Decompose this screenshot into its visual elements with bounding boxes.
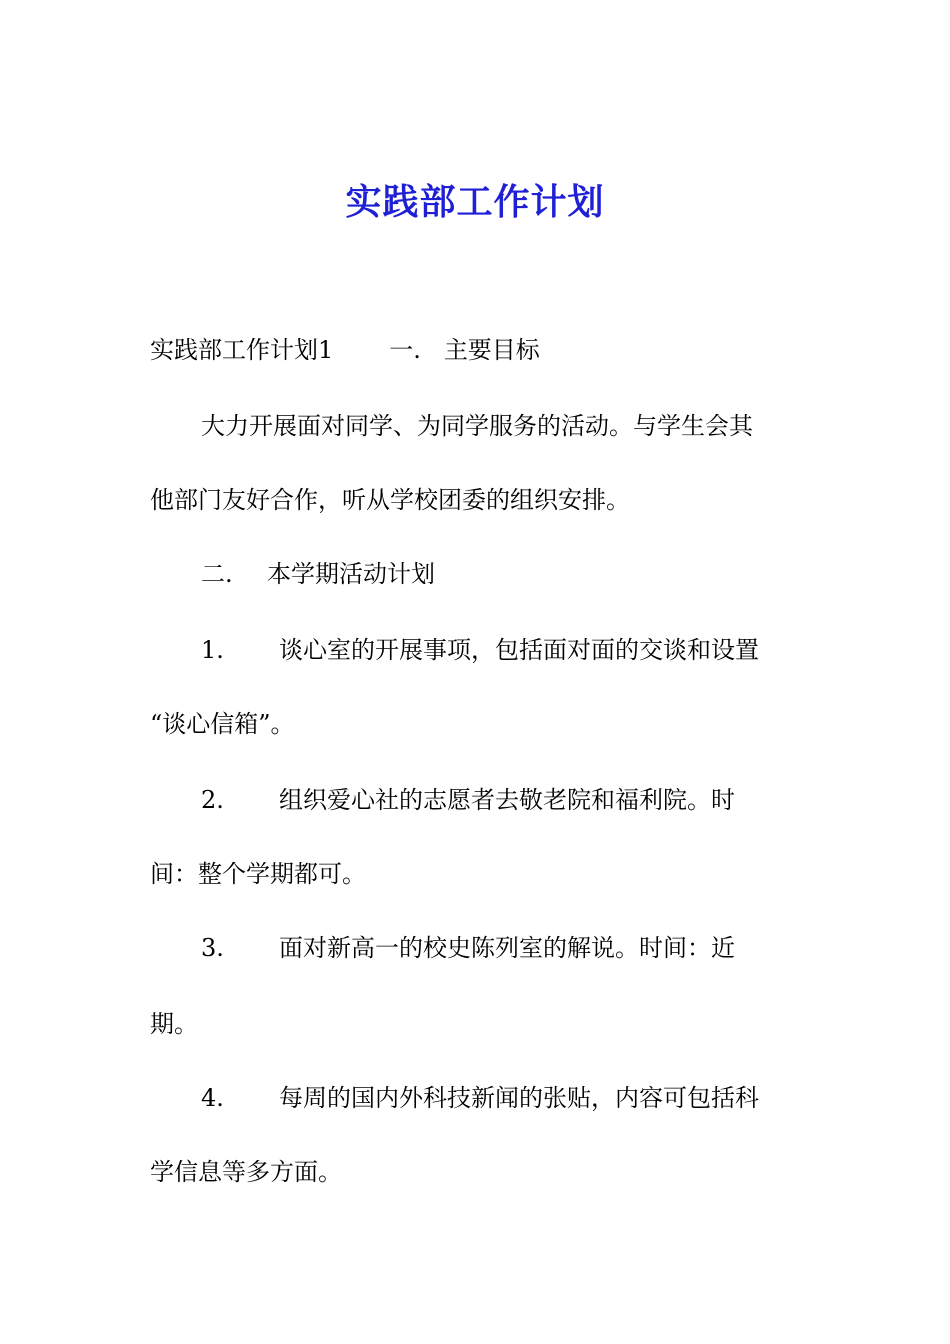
section-two-number: 二. (201, 560, 233, 588)
list-item-continuation: 间：整个学期都可。 (150, 860, 366, 888)
section-one-number: 一. (389, 336, 421, 364)
list-item-number: 3. (201, 934, 224, 962)
section-two-title: 本学期活动计划 (267, 560, 435, 588)
section-one-heading (150, 334, 810, 366)
list-item (201, 932, 861, 964)
list-item-number: 1. (201, 636, 224, 664)
plan-label: 实践部工作计划1 (150, 336, 334, 364)
section-two-heading (201, 558, 861, 590)
paragraph-line: 他部门友好合作，听从学校团委的组织安排。 (150, 486, 630, 514)
list-item-number: 2. (201, 786, 224, 814)
list-item-text: 谈心室的开展事项，包括面对面的交谈和设置 (279, 636, 759, 664)
paragraph-line: 大力开展面对同学、为同学服务的活动。与学生会其 (201, 412, 753, 440)
list-item-continuation: 学信息等多方面。 (150, 1158, 342, 1186)
list-item-text: 面对新高一的校史陈列室的解说。时间：近 (279, 934, 735, 962)
section-one-title: 主要目标 (443, 336, 540, 364)
list-item-text: 每周的国内外科技新闻的张贴，内容可包括科 (279, 1084, 759, 1112)
list-item-text: 组织爱心社的志愿者去敬老院和福利院。时 (279, 786, 735, 814)
list-item-number: 4. (201, 1084, 224, 1112)
list-item-continuation: 期。 (150, 1010, 198, 1038)
list-item-continuation: “谈心信箱”。 (150, 710, 295, 738)
page-title: 实践部工作计划 (345, 181, 605, 223)
list-item (201, 1082, 861, 1114)
list-item (201, 634, 861, 666)
list-item (201, 784, 861, 816)
